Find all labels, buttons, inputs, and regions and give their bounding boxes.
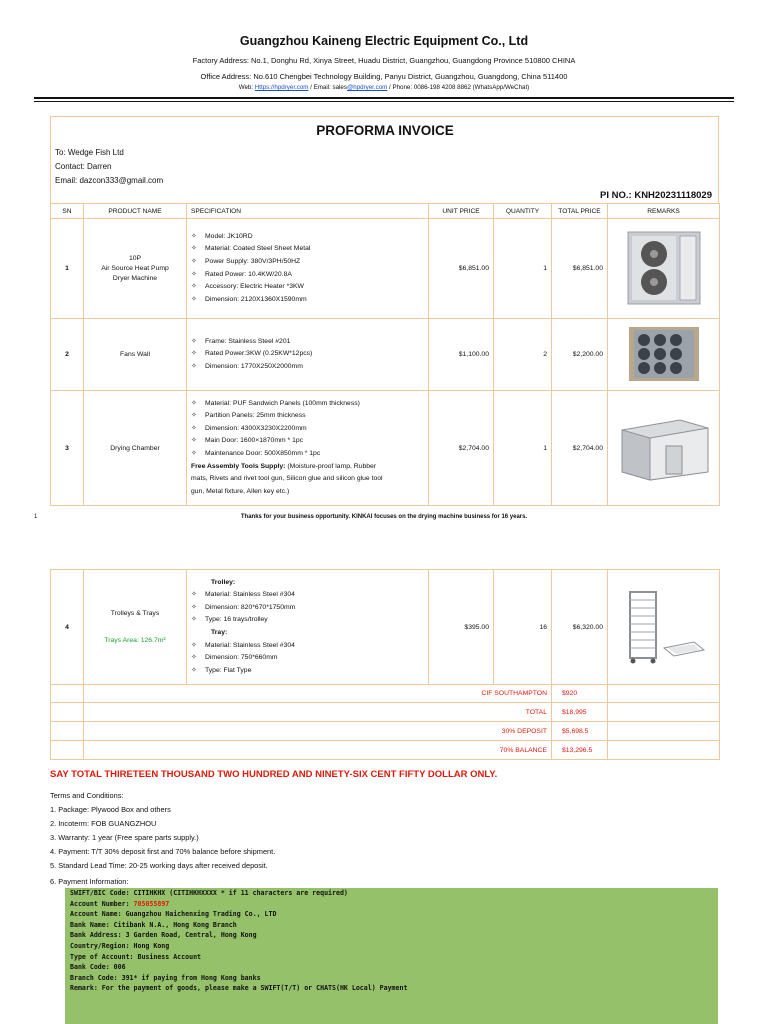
table-row	[51, 570, 720, 685]
trays-area: Trays Area: 126.7m²	[104, 637, 166, 644]
bank-account-type: Type of Account: Business Account	[70, 952, 202, 961]
summary-row	[51, 685, 720, 703]
terms-title: Terms and Conditions:	[50, 791, 124, 800]
item-remarks	[608, 570, 720, 685]
col-specification: SPECIFICATION	[187, 204, 429, 219]
spec-line: ✧ Type: Flat Type	[191, 665, 424, 678]
item-remarks	[608, 219, 720, 319]
items-table	[50, 203, 720, 506]
items-table-continued	[50, 569, 720, 760]
item-sn: 3	[51, 391, 84, 506]
item-spec	[187, 319, 429, 391]
term-item: 3. Warranty: 1 year (Free spare parts supply.)	[50, 833, 199, 842]
item-quantity: 16	[494, 570, 552, 685]
col-sn: SN	[51, 204, 84, 219]
item-name	[84, 219, 187, 319]
bank-code: Bank Code: 006	[70, 963, 126, 972]
term-item: 4. Payment: T/T 30% deposit first and 70% balance before shipment.	[50, 847, 276, 856]
diamond-bullet-icon: ✧	[191, 257, 197, 265]
col-quantity: QUANTITY	[494, 204, 552, 219]
drying-chamber-image	[616, 412, 712, 482]
spec-line: ✧ Model: JK10RD	[191, 231, 424, 244]
summary-label: 30% DEPOSIT	[84, 722, 552, 741]
spec-line: ✧ Type: 16 trays/trolley	[191, 614, 424, 627]
diamond-bullet-icon: ✧	[191, 412, 197, 420]
bank-country: Country/Region: Hong Kong	[70, 941, 170, 950]
contact-line	[0, 84, 768, 91]
contact-email: Email: dazcon333@gmail.com	[55, 176, 164, 185]
item-total: $6,320.00	[552, 570, 608, 685]
free-tools-line: gun, Metal fixture, Allen key etc.)	[191, 487, 290, 495]
trolley-label: Trolley:	[211, 578, 236, 586]
item-remarks	[608, 319, 720, 391]
spec-line: ✧ Material: PUF Sandwich Panels (100mm thickness)	[191, 398, 424, 411]
diamond-bullet-icon: ✧	[191, 337, 197, 345]
spec-line: ✧ Accessory: Electric Heater *3KW	[191, 281, 424, 294]
spec-line: ✧ Dimension: 750*660mm	[191, 652, 424, 665]
term-item: 2. Incoterm: FOB GUANGZHOU	[50, 819, 157, 828]
item-unit-price: $2,704.00	[429, 391, 494, 506]
web-label: Web:	[238, 84, 255, 91]
diamond-bullet-icon: ✧	[191, 641, 197, 649]
item-unit-price: $1,100.00	[429, 319, 494, 391]
spec-line: ✧ Rated Power:3KW (0.25KW*12pcs)	[191, 348, 424, 361]
diamond-bullet-icon: ✧	[191, 603, 197, 611]
spec-line: ✧ Frame: Stainless Steel #201	[191, 336, 424, 349]
office-address: Office Address: No.610 Chengbei Technology Building, Panyu District, Guangzhou, Guangdong, China 511400	[200, 72, 568, 81]
diamond-bullet-icon: ✧	[191, 616, 197, 624]
item-sn: 2	[51, 319, 84, 391]
bank-remark: Remark: For the payment of goods, please make a SWIFT(T/T) or CHATS(HK Local) Payment	[70, 984, 408, 993]
spec-line: ✧ Maintenance Door: 500X850mm * 1pc	[191, 448, 424, 461]
item-name: Fans Wall	[84, 319, 187, 391]
item-total: $6,851.00	[552, 219, 608, 319]
tray-label: Tray:	[211, 629, 228, 636]
diamond-bullet-icon: ✧	[191, 245, 197, 253]
header-divider	[34, 97, 734, 99]
spec-line: ✧ Main Door: 1600×1870mm * 1pc	[191, 435, 424, 448]
item-quantity: 1	[494, 391, 552, 506]
trolley-trays-image	[622, 588, 706, 664]
diamond-bullet-icon: ✧	[191, 654, 197, 662]
col-product-name: PRODUCT NAME	[84, 204, 187, 219]
diamond-bullet-icon: ✧	[191, 232, 197, 240]
email-label: / Email: sales	[308, 84, 347, 91]
table-row	[51, 219, 720, 319]
invoice-title: PROFORMA INVOICE	[316, 123, 454, 138]
spec-line: ✧ Dimension: 4300X3230X2200mm	[191, 423, 424, 436]
diamond-bullet-icon: ✧	[191, 350, 197, 358]
col-total-price: TOTAL PRICE	[552, 204, 608, 219]
say-total: SAY TOTAL THIRETEEN THOUSAND TWO HUNDRED AND NINETY-SIX CENT FIFTY DOLLAR ONLY.	[50, 769, 498, 780]
spec-line: ✧ Dimension: 2120X1360X1590mm	[191, 294, 424, 307]
item-name-line: Air Source Heat Pump	[101, 265, 169, 272]
spec-line: ✧ Material: Stainless Steel #304	[191, 589, 424, 602]
bank-account-name: Account Name: Guangzhou Haichenxing Trading Co., LTD	[70, 910, 277, 919]
factory-address: Factory Address: No.1, Donghu Rd, Xinya Street, Huadu District, Guangzhou, Guangdong Province 510800 CHINA	[192, 56, 576, 65]
diamond-bullet-icon: ✧	[191, 283, 197, 291]
item-sn: 4	[51, 570, 84, 685]
website-link[interactable]: Https://hpdryer.com	[254, 84, 309, 91]
spec-line: ✧ Power Supply: 380V/3PH/50HZ	[191, 256, 424, 269]
summary-value: $5,698.5	[552, 722, 608, 741]
diamond-bullet-icon: ✧	[191, 424, 197, 432]
diamond-bullet-icon: ✧	[191, 270, 197, 278]
item-quantity: 1	[494, 219, 552, 319]
item-total: $2,704.00	[552, 391, 608, 506]
item-quantity: 2	[494, 319, 552, 391]
summary-value: $13,296.5	[552, 741, 608, 760]
bank-branch-code: Branch Code: 391* if paying from Hong Kong banks	[70, 973, 261, 982]
summary-row	[51, 722, 720, 741]
col-remarks: REMARKS	[608, 204, 720, 219]
diamond-bullet-icon: ✧	[191, 437, 197, 445]
spec-line: ✧ Partition Panels: 25mm thickness	[191, 410, 424, 423]
summary-row	[51, 703, 720, 722]
header-divider-thin	[34, 101, 734, 102]
page-number: 1	[34, 514, 38, 520]
table-header-row	[51, 204, 720, 219]
summary-label: 70% BALANCE	[84, 741, 552, 760]
term-item: 1. Package: Plywood Box and others	[50, 805, 171, 814]
diamond-bullet-icon: ✧	[191, 399, 197, 407]
diamond-bullet-icon: ✧	[191, 362, 197, 370]
item-spec	[187, 570, 429, 685]
diamond-bullet-icon: ✧	[191, 591, 197, 599]
item-name-line: 10P	[128, 255, 142, 262]
item-name-text: Trolleys & Trays	[110, 610, 160, 617]
summary-label: TOTAL	[84, 703, 552, 722]
bank-name: Bank Name: Citibank N.A., Hong Kong Branch	[70, 920, 237, 929]
bank-info-box	[65, 888, 718, 1024]
company-name: Guangzhou Kaineng Electric Equipment Co., Ltd	[239, 34, 529, 48]
item-spec	[187, 219, 429, 319]
contact-person: Contact: Darren	[55, 162, 112, 171]
term-item: 5. Standard Lead Time: 20-25 working days after received deposit.	[50, 861, 268, 870]
pi-number: PI NO.: KNH20231118029	[600, 190, 712, 201]
item-sn: 1	[51, 219, 84, 319]
diamond-bullet-icon: ✧	[191, 295, 197, 303]
spec-line: ✧ Material: Coated Steel Sheet Metal	[191, 243, 424, 256]
spec-line: ✧ Dimension: 1770X250X2000mm	[191, 361, 424, 374]
spec-line: ✧ Rated Power: 10.4KW/20.8A	[191, 269, 424, 282]
spec-line: ✧ Material: Stainless Steel #304	[191, 640, 424, 653]
table-row	[51, 319, 720, 391]
summary-value: $920	[552, 685, 608, 703]
item-name	[84, 570, 187, 685]
spec-line: ✧ Dimension: 820*670*1750mm	[191, 602, 424, 615]
table-row	[51, 391, 720, 506]
bank-account-number: Account Number: 705055897	[70, 899, 170, 908]
free-tools-line: Free Assembly Tools Supply: (Moisture-proof lamp, Rubber	[191, 462, 377, 470]
item-remarks	[608, 391, 720, 506]
item-total: $2,200.00	[552, 319, 608, 391]
summary-value: $18,995	[552, 703, 608, 722]
term-item: 6. Payment Information:	[50, 877, 129, 886]
summary-row	[51, 741, 720, 760]
bill-to: To: Wedge Fish Ltd	[55, 148, 124, 157]
heat-pump-dryer-image	[624, 228, 704, 308]
fans-wall-image	[628, 326, 700, 382]
item-unit-price: $395.00	[429, 570, 494, 685]
item-unit-price: $6,851.00	[429, 219, 494, 319]
item-name-line: Dryer Machine	[112, 275, 158, 282]
bank-address: Bank Address: 3 Garden Road, Central, Hong Kong	[70, 931, 257, 940]
summary-label: CIF SOUTHAMPTON	[84, 685, 552, 703]
bank-swift: SWIFT/BIC Code: CITIHKHX (CITIHKHXXXX * if 11 characters are required)	[70, 889, 348, 897]
free-tools-line: mats, Rivets and rivet tool gun, Silicon glue and silicon glue tool	[191, 475, 383, 483]
item-name: Drying Chamber	[84, 391, 187, 506]
diamond-bullet-icon: ✧	[191, 666, 197, 674]
thanks-note: Thanks for your business opportunity. KINKAI focuses on the drying machine business for 16 years.	[240, 514, 528, 520]
col-unit-price: UNIT PRICE	[429, 204, 494, 219]
item-spec	[187, 391, 429, 506]
email-link[interactable]: @hpdryer.com	[346, 84, 388, 91]
phone-text: / Phone: 0086-198 4208 8862 (WhatsApp/WeChat)	[387, 84, 530, 91]
diamond-bullet-icon: ✧	[191, 450, 197, 457]
